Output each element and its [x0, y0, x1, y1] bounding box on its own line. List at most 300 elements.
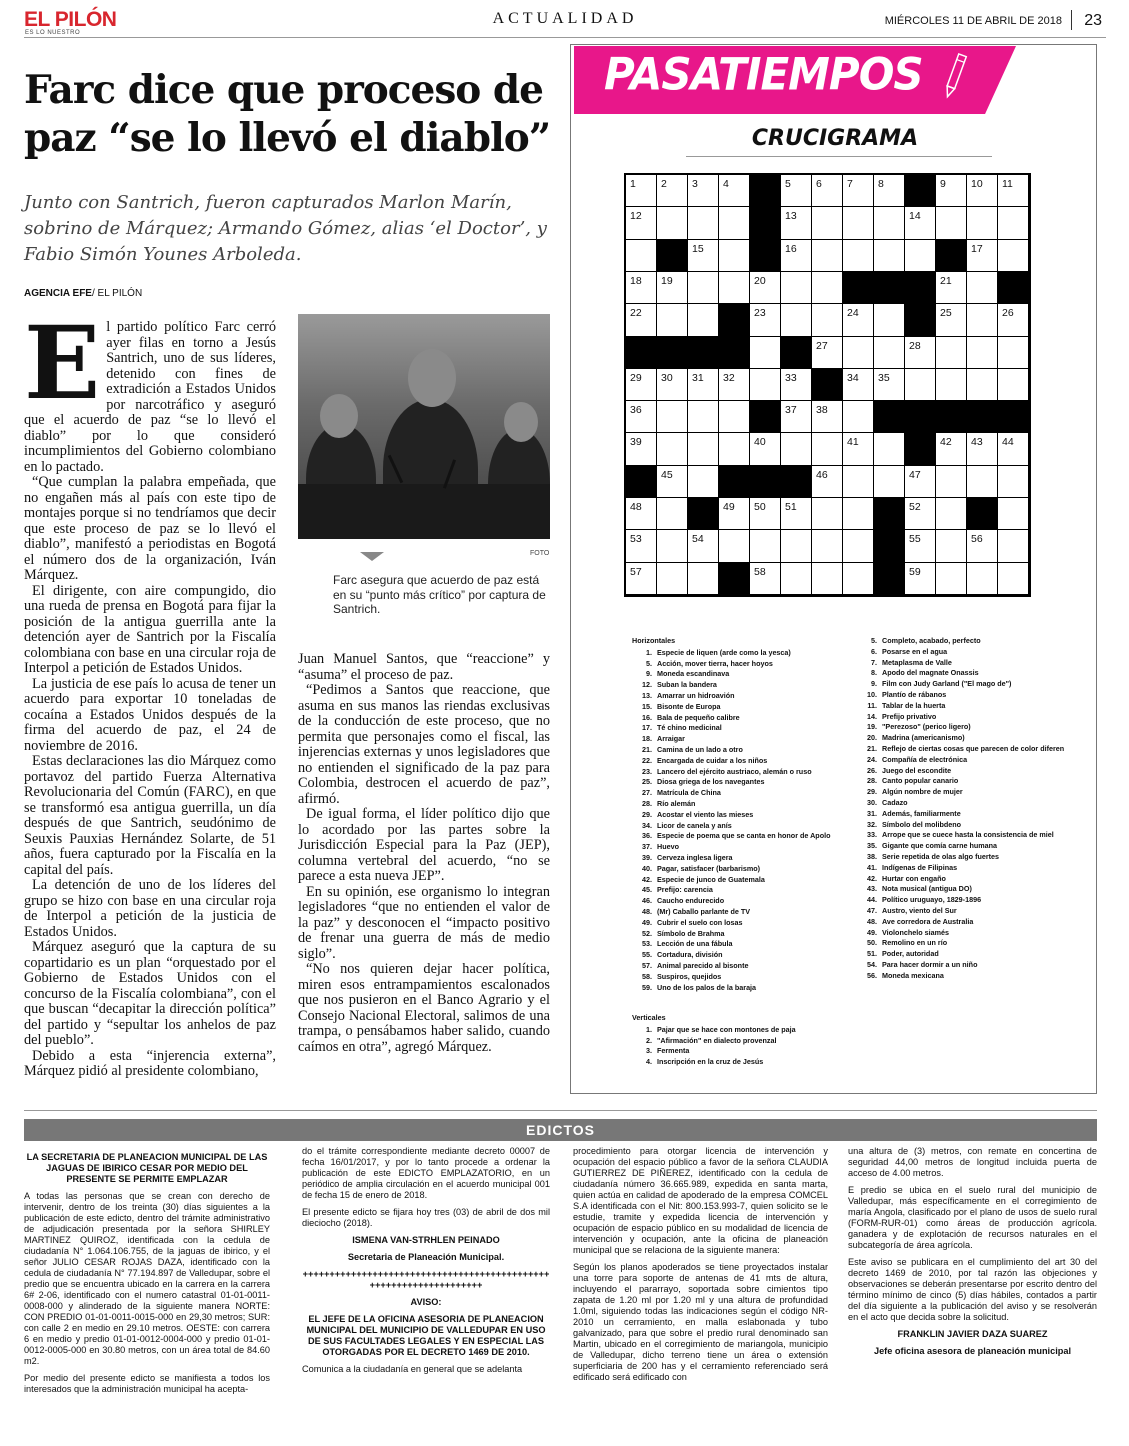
clue-item-text: Uno de los palos de la baraja: [657, 982, 757, 992]
clues-vertical-continued: [857, 636, 1090, 982]
clue-item: [857, 971, 1090, 982]
crossword-cell[interactable]: [905, 563, 936, 595]
crossword-cell[interactable]: [750, 498, 781, 530]
crossword-cell[interactable]: [936, 337, 967, 369]
clue-item-text: Camina de un lado a otro: [657, 744, 743, 754]
paragraph: l partido político Farc cerró ayer filas en torno a Jesús Santrich, uno de sus líderes, detenido con fines de extradición a Estados Unidos por narcotráfico y aseguró que el acuerdo de paz “se lo llevó el diablo” por lo que consideró incumplimientos del Gobierno colombiano en lo pactado.: [24, 319, 276, 475]
crossword-cell[interactable]: [688, 530, 719, 562]
crossword-cell[interactable]: [750, 563, 781, 595]
crossword-black-cell: [905, 272, 936, 304]
clue-item-number: 24.: [867, 754, 877, 764]
crossword-cell[interactable]: [905, 466, 936, 498]
crossword-cell[interactable]: [688, 401, 719, 433]
clue-number: 32: [723, 371, 735, 384]
crossword-black-cell: [967, 498, 998, 530]
crossword-black-cell: [905, 304, 936, 336]
clue-item-text: Arrope que se cuece hasta la consistencia de miel: [882, 830, 1054, 840]
clue-item: [857, 917, 1090, 928]
crossword-cell[interactable]: [936, 498, 967, 530]
crossword-cell[interactable]: [781, 369, 812, 401]
clue-item-number: 49.: [867, 927, 877, 937]
clue-item-text: Río alemán: [657, 798, 696, 808]
crossword-cell[interactable]: [719, 433, 750, 465]
clue-item-number: 29.: [642, 809, 652, 819]
clue-item-text: Lección de una fábula: [657, 939, 733, 949]
crossword-cell[interactable]: [657, 272, 688, 304]
crossword-cell[interactable]: [967, 433, 998, 465]
crossword-cell[interactable]: [998, 433, 1029, 465]
crossword-cell[interactable]: [874, 304, 905, 336]
edicto-paragraph: una altura de (3) metros, con remate en concertina de seguridad 44,00 metros de longitud incluida puerta de acceso de 4.00 metros.: [848, 1146, 1097, 1178]
clue-item-text: Inscripción en la cruz de Jesús: [657, 1057, 764, 1067]
clue-item: [632, 713, 857, 724]
crossword-cell[interactable]: [967, 304, 998, 336]
crossword-cell[interactable]: [936, 207, 967, 239]
crossword-cell[interactable]: [936, 563, 967, 595]
section-rule: [24, 1110, 1097, 1111]
crossword-cell[interactable]: [967, 530, 998, 562]
clue-item-number: 53.: [642, 939, 652, 949]
clue-number: 25: [940, 307, 952, 320]
clue-number: 44: [1002, 436, 1014, 449]
clue-item: [632, 929, 857, 940]
clue-item-number: 15.: [642, 701, 652, 711]
crossword-black-cell: [936, 240, 967, 272]
crossword-cell[interactable]: [750, 369, 781, 401]
crossword-cell[interactable]: [998, 369, 1029, 401]
crossword-cell[interactable]: [781, 433, 812, 465]
clue-item-number: 33.: [867, 830, 877, 840]
crossword-black-cell: [936, 401, 967, 433]
crossword-cell[interactable]: [657, 304, 688, 336]
clue-number: 31: [692, 371, 704, 384]
crossword-cell[interactable]: [688, 466, 719, 498]
crossword-cell[interactable]: [905, 369, 936, 401]
crossword-black-cell: [750, 207, 781, 239]
crossword-cell[interactable]: [936, 530, 967, 562]
crossword-cell[interactable]: [936, 272, 967, 304]
clue-item: [632, 723, 857, 734]
subheadline: Junto con Santrich, fueron capturados Marlon Marín, sobrino de Márquez; Armando Gómez, alias ‘el Doctor’, y Fabio Simón Younes Arboleda.: [24, 192, 547, 265]
clue-item-number: 40.: [642, 863, 652, 873]
clue-item: [857, 884, 1090, 895]
crossword-cell[interactable]: [657, 175, 688, 207]
crossword-cell[interactable]: [657, 401, 688, 433]
crossword-cell[interactable]: [688, 272, 719, 304]
crossword-cell[interactable]: [936, 433, 967, 465]
clue-item: [632, 831, 857, 842]
clue-item-number: 43.: [867, 884, 877, 894]
clue-item: [857, 668, 1090, 679]
crossword-cell[interactable]: [719, 498, 750, 530]
photo-table: [298, 484, 550, 539]
clue-number: 52: [909, 501, 921, 514]
clue-item-number: 49.: [642, 917, 652, 927]
clue-item: [632, 734, 857, 745]
crossword-cell[interactable]: [998, 240, 1029, 272]
crossword-cell[interactable]: [812, 304, 843, 336]
crossword-cell[interactable]: [688, 563, 719, 595]
crossword-cell[interactable]: [688, 207, 719, 239]
clue-item: [632, 1036, 857, 1047]
clue-item-text: Plantío de rábanos: [882, 689, 947, 699]
pasatiempos-title: PASATIEMPOS: [604, 48, 923, 101]
crossword-cell[interactable]: [998, 530, 1029, 562]
crossword-cell[interactable]: [719, 175, 750, 207]
clue-item: [632, 896, 857, 907]
crossword-cell[interactable]: [688, 240, 719, 272]
article-column-2: [298, 652, 550, 1055]
crossword-cell[interactable]: [998, 498, 1029, 530]
crossword-cell[interactable]: [719, 272, 750, 304]
clue-item-number: 21.: [642, 744, 652, 754]
clue-item-text: Además, familiarmente: [882, 808, 961, 818]
clue-item-text: Símbolo del molibdeno: [882, 819, 962, 829]
page-divider: [1071, 10, 1072, 30]
clue-item-number: 30.: [867, 797, 877, 807]
crossword-cell[interactable]: [657, 563, 688, 595]
crossword-black-cell: [626, 337, 657, 369]
crossword-cell[interactable]: [626, 530, 657, 562]
crossword-cell[interactable]: [843, 304, 874, 336]
clue-item-text: Compañía de electrónica: [882, 754, 968, 764]
crossword-cell[interactable]: [874, 337, 905, 369]
crossword-black-cell: [905, 175, 936, 207]
crossword-cell[interactable]: [998, 337, 1029, 369]
crossword-cell[interactable]: [657, 369, 688, 401]
crossword-cell[interactable]: [967, 369, 998, 401]
clue-item-number: 3.: [646, 1046, 652, 1056]
crossword-cell[interactable]: [812, 466, 843, 498]
crossword-cell[interactable]: [812, 272, 843, 304]
crossword-cell[interactable]: [874, 433, 905, 465]
crossword-cell[interactable]: [874, 369, 905, 401]
clue-number: 49: [723, 501, 735, 514]
crossword-grid[interactable]: [624, 173, 1031, 597]
clue-item: [632, 1025, 857, 1036]
clue-item: [632, 702, 857, 713]
clue-item-text: Prefijo privativo: [882, 711, 937, 721]
clue-number: 39: [630, 436, 642, 449]
crossword-cell[interactable]: [657, 530, 688, 562]
crossword-cell[interactable]: [936, 466, 967, 498]
crossword-cell[interactable]: [843, 466, 874, 498]
crossword-cell[interactable]: [812, 240, 843, 272]
edicto-paragraph: ISMENA VAN-STRHLEN PEINADO: [352, 1235, 500, 1245]
clue-number: 33: [785, 371, 797, 384]
clue-item: [632, 875, 857, 886]
clue-item-text: Reflejo de ciertas cosas que parecen de color diferen: [882, 743, 1065, 753]
clue-item: [632, 680, 857, 691]
clue-number: 16: [785, 242, 797, 255]
crossword-cell[interactable]: [688, 369, 719, 401]
crossword-black-cell: [998, 272, 1029, 304]
crossword-cell[interactable]: [905, 530, 936, 562]
crossword-cell[interactable]: [750, 337, 781, 369]
clue-item-number: 27.: [642, 788, 652, 798]
clue-number: 37: [785, 404, 797, 417]
clue-item-number: 11.: [867, 700, 877, 710]
crossword-black-cell: [657, 337, 688, 369]
crossword-black-cell: [905, 401, 936, 433]
crossword-cell[interactable]: [719, 401, 750, 433]
crossword-cell[interactable]: [843, 240, 874, 272]
section-title: ACTUALIDAD: [492, 10, 638, 27]
crossword-cell[interactable]: [843, 433, 874, 465]
crossword-cell[interactable]: [719, 369, 750, 401]
crossword-cell[interactable]: [626, 433, 657, 465]
crossword-cell[interactable]: [874, 207, 905, 239]
clue-item: [857, 852, 1090, 863]
clue-item: [857, 690, 1090, 701]
clue-item: [857, 960, 1090, 971]
clue-item-text: Bisonte de Europa: [657, 701, 721, 711]
crossword-cell[interactable]: [998, 207, 1029, 239]
crossword-black-cell: [719, 304, 750, 336]
clue-item-text: Suspiros, quejidos: [657, 971, 722, 981]
clue-item-number: 18.: [642, 734, 652, 744]
clue-item-number: 1.: [646, 1024, 652, 1034]
crossword-cell[interactable]: [812, 207, 843, 239]
clue-item-number: 28.: [642, 798, 652, 808]
edicto-paragraph: do el trámite correspondiente mediante decreto 00007 de fecha 16/01/2017, y por lo tanto procede a ordenar la publicación de este EDICTO EMPLAZATORIO, en un periódico de amplia circulación en el acuerdo municipal 001 de fecha 15 de enero de 2018.: [302, 1146, 550, 1200]
clue-item: [857, 701, 1090, 712]
crossword-cell[interactable]: [936, 304, 967, 336]
crossword-cell[interactable]: [967, 272, 998, 304]
clue-number: 1: [630, 178, 636, 190]
clue-item-text: Amarrar un hidroavión: [657, 690, 735, 700]
crossword-cell[interactable]: [781, 304, 812, 336]
clue-item: [632, 810, 857, 821]
crossword-black-cell: [657, 240, 688, 272]
crossword-cell[interactable]: [967, 207, 998, 239]
crossword-cell[interactable]: [843, 175, 874, 207]
clue-item-number: 31.: [867, 808, 877, 818]
edicto-paragraph: Jefe oficina asesora de planeación municipal: [873, 1346, 1072, 1356]
crossword-cell[interactable]: [688, 304, 719, 336]
clue-item-number: 9.: [871, 679, 877, 689]
crossword-cell[interactable]: [812, 337, 843, 369]
clue-item: [857, 722, 1090, 733]
paragraph: Debido a esta “injerencia externa”, Márquez pidió al presidente colombiano,: [24, 1047, 276, 1079]
clue-item: [857, 820, 1090, 831]
edicto-column-4: [848, 1146, 1097, 1363]
clue-item: [632, 756, 857, 767]
edicto-column-1: [24, 1152, 270, 1401]
clue-number: 30: [661, 371, 673, 384]
clue-item-number: 42.: [867, 873, 877, 883]
clue-item: [857, 733, 1090, 744]
crossword-cell[interactable]: [843, 530, 874, 562]
crossword-cell[interactable]: [781, 563, 812, 595]
crossword-cell[interactable]: [812, 175, 843, 207]
article-photo: [298, 314, 550, 539]
crossword-cell[interactable]: [843, 563, 874, 595]
clue-item: [857, 874, 1090, 885]
crossword-cell[interactable]: [657, 433, 688, 465]
crossword-cell[interactable]: [781, 207, 812, 239]
crossword-cell[interactable]: [967, 337, 998, 369]
crossword-cell[interactable]: [626, 240, 657, 272]
paragraph: La justicia de ese país lo acusa de tener un acuerdo para exportar 10 toneladas de cocaína a Estados Unidos después de la firma del acuerdo de paz, el 24 de noviembre de 2016.: [24, 675, 276, 754]
crossword-cell[interactable]: [812, 563, 843, 595]
clue-item-number: 59.: [642, 982, 652, 992]
crossword-cell[interactable]: [657, 207, 688, 239]
clue-item-text: Té chino medicinal: [657, 723, 722, 733]
clue-item-text: Serie repetida de olas algo fuertes: [882, 851, 1000, 861]
clue-item: [857, 798, 1090, 809]
crossword-cell[interactable]: [998, 175, 1029, 207]
crossword-cell[interactable]: [967, 240, 998, 272]
crossword-cell[interactable]: [998, 563, 1029, 595]
crossword-cell[interactable]: [781, 240, 812, 272]
crossword-cell[interactable]: [967, 466, 998, 498]
clue-number: 7: [847, 178, 853, 190]
clue-number: 41: [847, 436, 859, 449]
crossword-black-cell: [750, 466, 781, 498]
crossword-cell[interactable]: [936, 175, 967, 207]
clue-number: 47: [909, 468, 921, 481]
clue-item: [857, 809, 1090, 820]
crossword-cell[interactable]: [657, 466, 688, 498]
clue-item-number: 38.: [867, 851, 877, 861]
clue-item-text: Gigante que comía carne humana: [882, 841, 998, 851]
clue-item-number: 35.: [867, 841, 877, 851]
crossword-cell[interactable]: [905, 207, 936, 239]
crossword-cell[interactable]: [719, 530, 750, 562]
clue-item: [632, 961, 857, 972]
clue-item-number: 55.: [642, 950, 652, 960]
crossword-cell[interactable]: [905, 498, 936, 530]
crossword-cell[interactable]: [626, 369, 657, 401]
clue-item: [857, 658, 1090, 669]
crossword-cell[interactable]: [843, 401, 874, 433]
clue-item-number: 37.: [642, 842, 652, 852]
clue-item-text: Pagar, satisfacer (barbarismo): [657, 863, 761, 873]
crossword-cell[interactable]: [812, 530, 843, 562]
pencil-icon: [942, 50, 968, 102]
clue-number: 53: [630, 533, 642, 546]
crossword-cell[interactable]: [998, 304, 1029, 336]
edicto-paragraph: Según los planos apoderados se tiene proyectados instalar una torre para soporte de antenas de 41 mts de altura, incluyendo el pararrayo, soportada sobre cimientos tipo zapata de 1.20 ml por 1.20 ml y una altura de profundidad 1.0ml, siguiendo todas las indicaciones según el código NR-2010 un cerramiento, en malla eslabonada y tubo galvanizado, para que sobre el predio rural denominado san Martin, ubicado en el corregimiento de mariangola, municipio de Valledupar, dicho terreno tiene un área o extensión superficiaria de 200 has y el cerramiento referenciado será edificado será edificado con: [573, 1262, 828, 1382]
crossword-cell[interactable]: [843, 207, 874, 239]
crossword-cell[interactable]: [905, 337, 936, 369]
clue-item-number: 17.: [642, 723, 652, 733]
clue-item-text: Especie de liquen (arde como la yesca): [657, 647, 791, 657]
crossword-cell[interactable]: [688, 433, 719, 465]
clue-item: [632, 907, 857, 918]
crossword-cell[interactable]: [657, 498, 688, 530]
crossword-cell[interactable]: [750, 304, 781, 336]
clue-item: [632, 939, 857, 950]
clue-number: 8: [878, 178, 884, 190]
photo-caption: Farc asegura que acuerdo de paz está en su “punto más crítico” por captura de Santrich.: [333, 573, 546, 616]
clue-item-number: 9.: [646, 669, 652, 679]
crossword-black-cell: [874, 401, 905, 433]
crossword-cell[interactable]: [905, 240, 936, 272]
page-number: 23: [1084, 12, 1102, 29]
crossword-cell[interactable]: [874, 466, 905, 498]
clue-item: [632, 745, 857, 756]
crossword-cell[interactable]: [750, 433, 781, 465]
crossword-cell[interactable]: [626, 563, 657, 595]
crossword-cell[interactable]: [688, 175, 719, 207]
crossword-cell[interactable]: [719, 240, 750, 272]
clues-horizontal: [632, 636, 857, 993]
crossword-cell[interactable]: [626, 498, 657, 530]
clue-item-number: 7.: [871, 657, 877, 667]
crossword-cell[interactable]: [936, 369, 967, 401]
crossword-cell[interactable]: [874, 240, 905, 272]
crossword-cell[interactable]: [626, 401, 657, 433]
clue-item-text: Cerveza inglesa ligera: [657, 852, 733, 862]
crossword-cell[interactable]: [812, 433, 843, 465]
clue-item: [857, 928, 1090, 939]
crossword-cell[interactable]: [874, 175, 905, 207]
clue-item-number: 45.: [642, 885, 652, 895]
clue-item-number: 32.: [867, 819, 877, 829]
paragraph: El dirigente, con aire compungido, dio una rueda de prensa en Bogotá para fijar la posición de la antigua guerrilla ante la detención ayer de Santrich por la Fiscalía colombiana con base en una circular roja de Interpol a petición de Estados Unidos.: [24, 582, 276, 676]
crossword-cell[interactable]: [750, 530, 781, 562]
clue-number: 11: [1002, 178, 1013, 190]
crossword-cell[interactable]: [843, 337, 874, 369]
crossword-cell[interactable]: [626, 207, 657, 239]
crossword-cell[interactable]: [843, 369, 874, 401]
crossword-black-cell: [750, 175, 781, 207]
clue-item: [632, 972, 857, 983]
crossword-cell[interactable]: [967, 563, 998, 595]
clue-item-text: Prefijo: carencia: [657, 885, 713, 895]
edicto-paragraph: AVISO:: [410, 1297, 442, 1307]
clue-item-text: Lancero del ejército austriaco, alemán o ruso: [657, 766, 812, 776]
crossword-cell[interactable]: [750, 272, 781, 304]
clue-item-number: 50.: [867, 938, 877, 948]
clue-item-text: Especie de poema que se canta en honor de Apolo: [657, 831, 831, 841]
byline: [24, 288, 142, 299]
crossword-cell[interactable]: [812, 498, 843, 530]
clue-number: 38: [816, 404, 828, 417]
crossword-cell[interactable]: [843, 498, 874, 530]
crossword-cell[interactable]: [626, 304, 657, 336]
crossword-cell[interactable]: [781, 498, 812, 530]
clue-item-number: 5.: [871, 636, 877, 645]
crossword-cell[interactable]: [626, 272, 657, 304]
edicto-paragraph: procedimiento para otorgar licencia de intervención y ocupación del espacio público a favor de la señora CLAUDIA GUTIERREZ DE PIÑEREZ, identificado con la cedula de ciudadanía número 36.665.989, expedida en santa marta, quien actúa en calidad de apoderado de la empresa COMCEL S.A identificada con el Nit: 800.153.993-7, quien solicito se le estudie, tramite y expedida licencia de intervención y ocupación de espacio público en su modalidad de licencia de intervención y ocupación, ante la oficina de planeación municipal que se relaciona de la siguiente manera:: [573, 1146, 828, 1255]
clue-item: [857, 787, 1090, 798]
crossword-cell[interactable]: [781, 272, 812, 304]
crossword-cell[interactable]: [998, 466, 1029, 498]
crossword-cell[interactable]: [812, 401, 843, 433]
crossword-cell[interactable]: [781, 401, 812, 433]
clue-item-number: 10.: [867, 689, 877, 699]
crossword-cell[interactable]: [967, 175, 998, 207]
paragraph: Márquez aseguró que la captura de su copartidario es un plan “orquestado por el Gobierno de Estados Unidos con el concurso de la Fiscalía colombiana”, con el que buscan “decapitar la dirección política” del partido y “sepultar los anhelos de paz del pueblo”.: [24, 939, 276, 1048]
clue-item-text: Especie de junco de Guatemala: [657, 874, 765, 884]
edicto-paragraph: Por medio del presente edicto se manifiesta a todos los interesados que la administración municipal ha acepta-: [24, 1373, 270, 1394]
crossword-cell[interactable]: [719, 207, 750, 239]
clue-item-number: 57.: [642, 960, 652, 970]
clue-item-number: 28.: [867, 776, 877, 786]
crossword-black-cell: [905, 433, 936, 465]
clue-item-number: 54.: [867, 959, 877, 969]
clue-item: [857, 647, 1090, 658]
crossword-cell[interactable]: [626, 175, 657, 207]
clue-number: 35: [878, 371, 890, 384]
paragraph: “Pedimos a Santos que reaccione, que asuma en sus manos las riendas exclusivas de la conducción de este proceso, que no permita que personajes como el fiscal, las injerencias externas y unos legisladores que no entienden el significado de la paz para Colombia, destrocen el acuerdo de paz”, afirmó.: [298, 682, 550, 807]
crossword-cell[interactable]: [781, 530, 812, 562]
crossword-cell[interactable]: [781, 175, 812, 207]
paragraph: Estas declaraciones las dio Márquez como portavoz del partido Fuerza Alternativa Revolucionaria del Común (FARC), en que se transformó esa antigua guerrilla, un día después de que Santrich, seudónimo de Seuxis Pauxias Hernández Solarte, de 51 años, fuera capturado por la Fiscalía en la capital del país.: [24, 753, 276, 878]
